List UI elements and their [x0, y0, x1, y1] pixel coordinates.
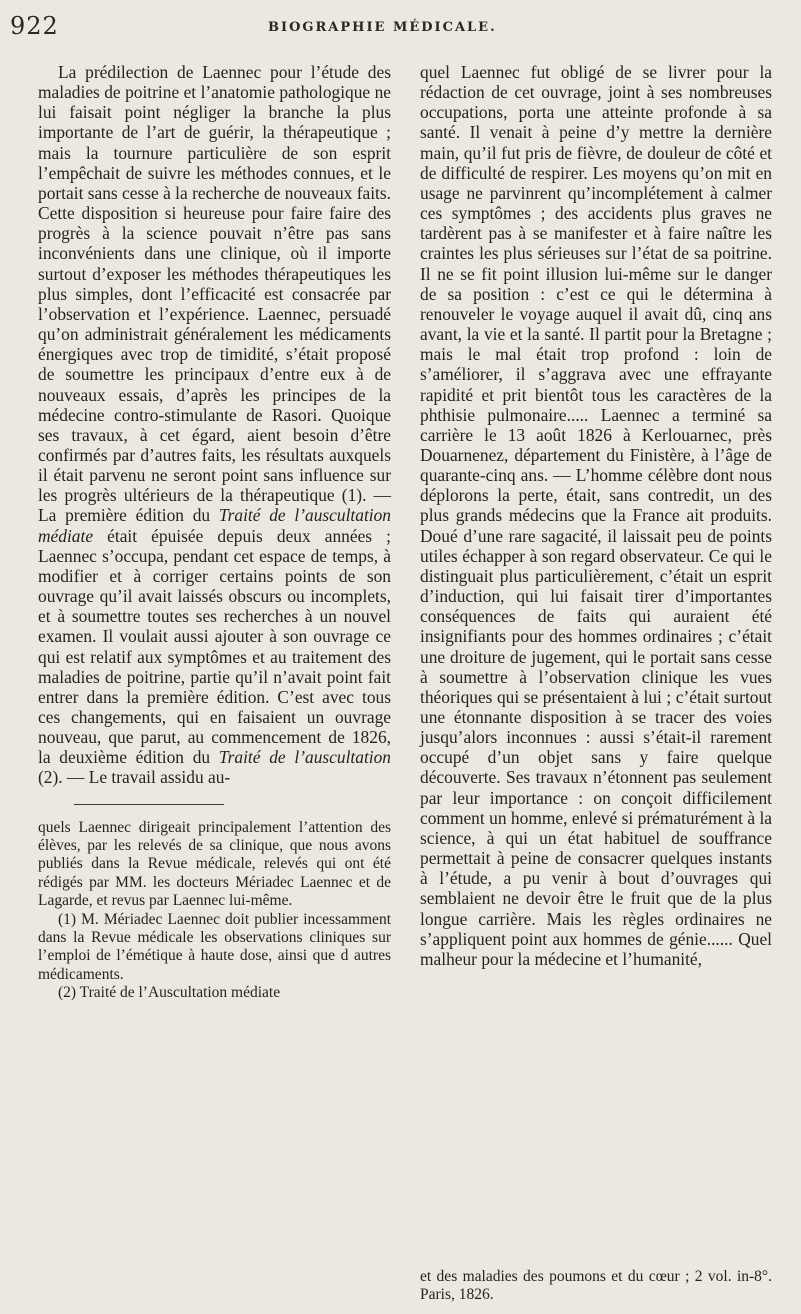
- left-text-a: La prédilection de Laennec pour l’étude des maladies de poitrine et l’anatomie pathologique ne lui faisait point négliger la branche la plus importante de l’art de guérir, la thérapeutique ; mais la tournure particulière de son esprit l’empêchait de suivre les méthodes connues, et le portait sans cesse à la recherche de nouveaux faits. Cette disposition si heureuse pour faire faire des progrès à la science pouvait n’être pas sans inconvénients dans une clinique, où il importe surtout d’exposer les méthodes thérapeutiques les plus simples, dont l’efficacité est consacrée par l’observation et l’expérience. Laennec, persuadé qu’on administrait généralement les médicaments énergiques avec trop de timidité, s’était proposé de soumettre les principaux d’entre eux à de nouveaux essais, d’après les principes de la médecine contro-stimulante de Rasori. Quoique ses travaux, à cet égard, aient besoin d’être confirmés par d’autres faits, les résultats auxquels il était parvenu ne seront point sans influence sur les progrès ultérieurs de la thérapeutique (1). — La première édition du: [38, 62, 391, 526]
- page-number: 922: [10, 12, 59, 40]
- book-title-italic-2: Traité de l’auscultation: [218, 747, 391, 768]
- right-column: [420, 62, 772, 969]
- left-body-paragraph: [38, 62, 391, 788]
- left-footnotes: [38, 819, 391, 1003]
- left-column: [38, 62, 391, 1003]
- right-body-paragraph: quel Laennec fut obligé de se livrer pour la rédaction de cet ouvrage, joint à ses nombreuses occupations, porta une atteinte profonde à sa santé. Il venait à peine d’y mettre la dernière main, qu’il fut pris de fièvre, de douleur de côté et de difficulté de respirer. Les moyens qu’on mit en usage ne parvinrent qu’incomplétement à calmer ces symptômes ; des accidents plus graves ne tardèrent pas à se manifester et à faire naître les craintes les plus sérieuses sur l’état de sa poitrine. Il ne se fit point illusion lui-même sur le danger de sa position : c’est ce qui le détermina à renouveler le voyage auquel il avait dû, cinq ans avant, la vie et la santé. Il partit pour la Bretagne ; mais le mal était trop profond : loin de s’améliorer, il s’aggrava avec une effrayante rapidité et prit bientôt tous les caractères de la phthisie pulmonaire..... Laennec a terminé sa carrière le 13 août 1826 à Kerlouarnec, près Douarnenez, département du Finistère, à l’âge de quarante-cinq ans. — L’homme célèbre dont nous déplorons la perte, était, sans contredit, un des plus grands médecins que la France ait produits. Doué d’une rare sagacité, il laissait peu de points utiles échapper à son regard observateur. Ce qui le distinguait plus particulièrement, c’était un esprit d’induction, qui lui faisait tirer d’importantes conséquences de faits qui auraient été insignifiants pour des hommes ordinaires ; c’était une droiture de jugement, qui le portait sans cesse à soumettre à l’observation clinique les vues théoriques qui se présentaient à lui ; c’était surtout une étonnante disposition à se tracer des voies jusqu’alors inconnues : aussi s’était-il rarement occupé d’un objet sans y faire quelque découverte. Ses travaux n’étonnent pas seulement par leur importance : on conçoit difficilement comment un homme, enlevé si prématurément à la science, à qui un état habituel de souffrance permettait à peine de consacrer quelques instants à l’étude, a pu venir à bout d’ouvrages qui semblaient ne devoir être le fruit que de la plus longue carrière. Mais les règles ordinaires ne s’appliquent point aux hommes de génie...... Quel malheur pour la médecine et l’humanité,: [420, 62, 772, 969]
- left-text-c: (2). — Le travail assidu au-: [38, 767, 231, 788]
- running-head: BIOGRAPHIE MÉDICALE.: [268, 20, 497, 35]
- left-text-b: était épuisée depuis deux années ; Laennec s’occupa, pendant cet espace de temps, à modifier et à corriger certains points de son ouvrage qu’il avait laissés obscurs ou incomplets, et à soumettre toutes ses recherches à un nouvel examen. Il voulait aussi ajouter à son ouvrage ce qui est relatif aux symptômes et au traitement des maladies de poitrine, partie qu’il n’avait point fait entrer dans la première édition. C’est avec tous ces changements, qui en faisaient un ouvrage nouveau, que parut, au commencement de 1826, la deuxième édition du: [38, 525, 391, 768]
- footnote-2: (2) Traité de l’Auscultation médiate: [58, 984, 281, 1002]
- footnote-continuation: quels Laennec dirigeait principalement l’attention des élèves, par les relevés de sa clinique, que nous avons publiés dans la Revue médicale, relevés qui ont été rédigés par MM. les docteurs Mériadec Laennec et de Lagarde, et revus par Laennec lui-même.: [38, 818, 391, 910]
- footnote-divider: [74, 804, 224, 805]
- book-title-italic: Traité de l’auscultation médiate: [38, 505, 391, 546]
- right-footnote-continuation: et des maladies des poumons et du cœur ; 2 vol. in-8°. Paris, 1826.: [420, 1268, 772, 1304]
- footnote-1: (1) M. Mériadec Laennec doit publier incessamment dans la Revue médicale les observations cliniques sur l’emploi de l’émétique à haute dose, ainsi que d autres médicaments.: [38, 910, 391, 983]
